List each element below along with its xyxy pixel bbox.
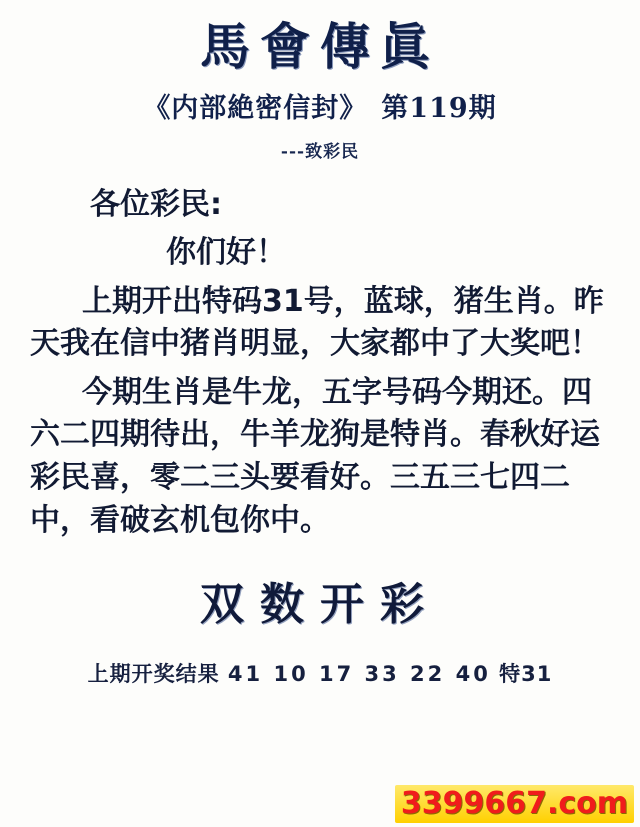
subtitle-row bbox=[0, 86, 640, 125]
greeting-line: 各位彩民: bbox=[90, 186, 222, 222]
hello-line: 你们好！ bbox=[166, 235, 286, 271]
subtitle-bracket-text: 《内部絶密信封》 bbox=[143, 92, 368, 124]
letter-body bbox=[30, 184, 610, 543]
site-watermark: 3399667.com bbox=[395, 785, 634, 823]
page-title: 馬會傳眞 bbox=[200, 17, 440, 76]
dedication-line: ---致彩民 bbox=[280, 141, 360, 162]
previous-result-line bbox=[0, 658, 640, 688]
issue-number: 第119期 bbox=[381, 92, 497, 124]
result-label: 上期开奖结果 bbox=[87, 662, 220, 687]
result-numbers: 41 10 17 33 22 40 bbox=[227, 662, 491, 687]
special-label: 特 bbox=[499, 662, 522, 687]
special-number: 31 bbox=[521, 662, 553, 687]
paragraph-2: 今期生肖是牛龙，五字号码今期还。四六二四期待出，牛羊龙狗是特肖。春秋好运彩民喜，零二三头要看好。三五三七四二中，看破玄机包你中。 bbox=[30, 374, 600, 538]
paragraph-1: 上期开出特码31号，蓝球，猪生肖。昨天我在信中猪肖明显，大家都中了大奖吧！ bbox=[30, 283, 604, 362]
slogan-text: 双数开彩 bbox=[200, 579, 440, 631]
